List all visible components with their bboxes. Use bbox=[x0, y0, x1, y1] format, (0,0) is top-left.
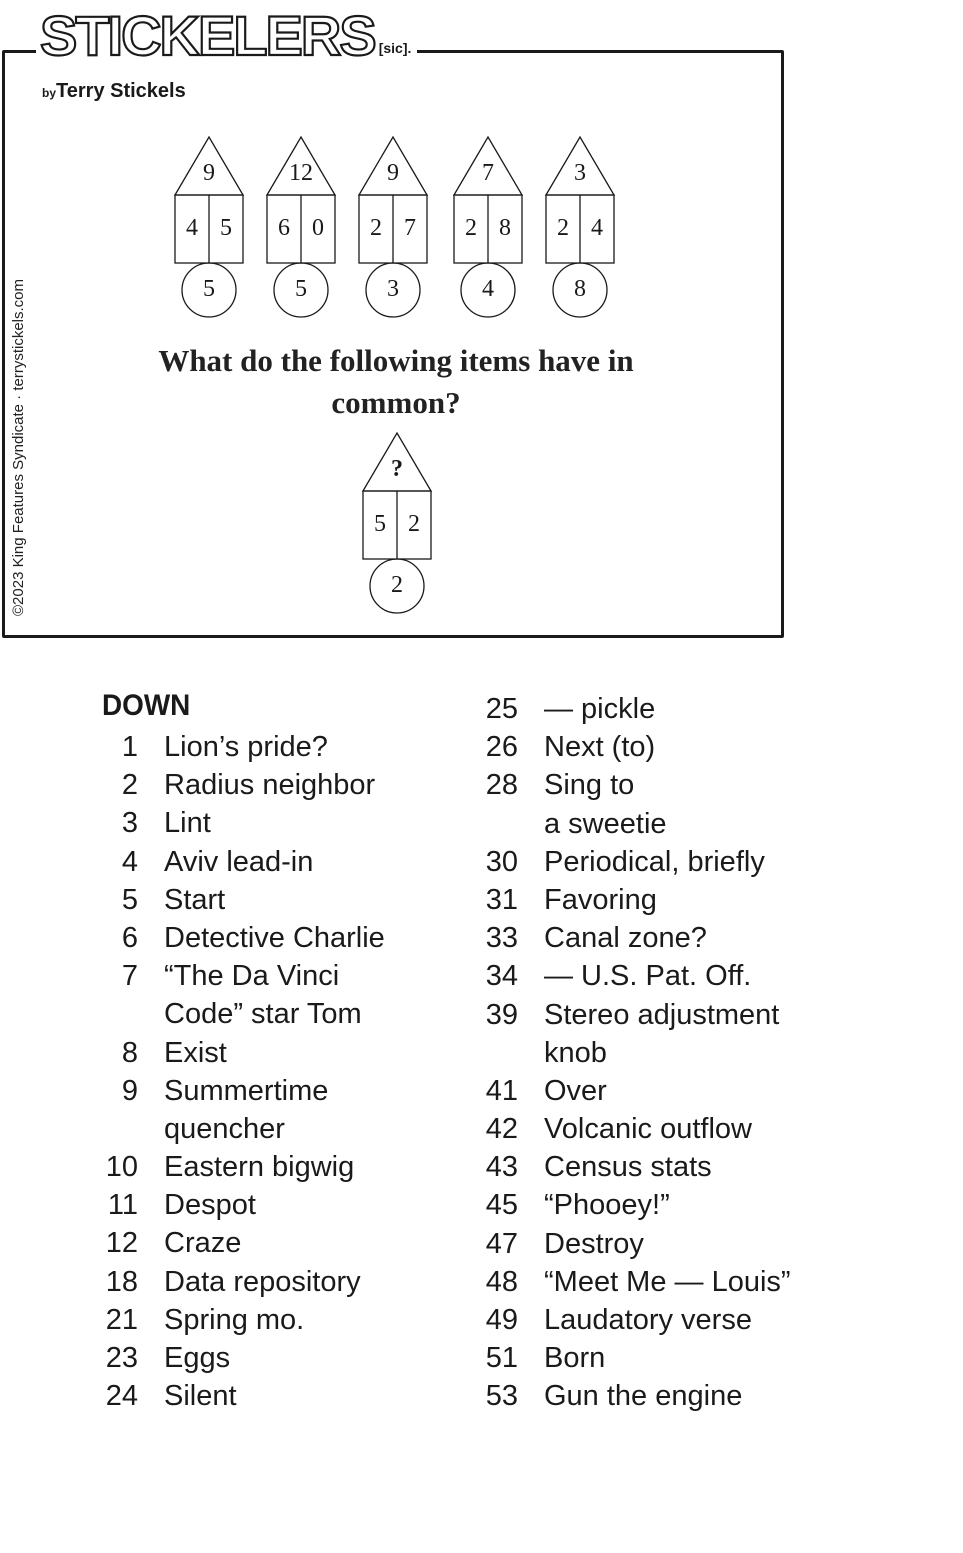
clue-text: Gun the engine bbox=[544, 1380, 743, 1413]
clue-text: Laudatory verse bbox=[544, 1304, 752, 1337]
clue-number: 18 bbox=[105, 1265, 138, 1298]
question-house bbox=[362, 432, 434, 617]
clue-text: “The Da Vinci bbox=[164, 960, 340, 993]
clue-text: “Phooey!” bbox=[544, 1189, 670, 1222]
clue-text-continued: Code” star Tom bbox=[164, 998, 362, 1031]
clue-text: Eastern bigwig bbox=[164, 1151, 355, 1184]
clue-text: Silent bbox=[164, 1380, 237, 1413]
clue-number: 6 bbox=[121, 921, 138, 954]
clue-text: “Meet Me — Louis” bbox=[544, 1265, 791, 1298]
house-figure bbox=[174, 136, 246, 321]
clue-text: Summertime bbox=[164, 1074, 329, 1107]
house-roof-number: 7 bbox=[482, 160, 494, 186]
house-base-number: 3 bbox=[387, 276, 399, 302]
clue-text: Exist bbox=[164, 1036, 227, 1069]
house-right-number: 7 bbox=[404, 215, 416, 241]
clue-text: Volcanic outflow bbox=[544, 1113, 752, 1146]
house-roof-number: 3 bbox=[574, 160, 586, 186]
clue-number: 5 bbox=[121, 883, 138, 916]
house-base-number: 5 bbox=[295, 276, 307, 302]
clue-number: 3 bbox=[121, 807, 138, 840]
clue-text: Periodical, briefly bbox=[544, 845, 765, 878]
clue-number: 8 bbox=[121, 1036, 138, 1069]
clue-text: Detective Charlie bbox=[164, 921, 385, 954]
byline-name: Terry Stickels bbox=[56, 80, 186, 102]
copyright-notice: ©2023 King Features Syndicate · terrystickels.com bbox=[10, 278, 27, 616]
clue-number: 39 bbox=[485, 998, 518, 1031]
clue-number: 26 bbox=[485, 731, 518, 764]
house-figure bbox=[266, 136, 338, 321]
clue-text: Stereo adjustment bbox=[544, 998, 780, 1031]
house-roof-number: 12 bbox=[289, 160, 313, 186]
house-figure bbox=[453, 136, 525, 321]
house-figure bbox=[545, 136, 617, 321]
clue-text: Craze bbox=[164, 1227, 242, 1260]
clue-text: Data repository bbox=[164, 1265, 361, 1298]
clue-number: 42 bbox=[485, 1113, 518, 1146]
clue-text: Next (to) bbox=[544, 731, 656, 764]
clue-text: Canal zone? bbox=[544, 922, 707, 955]
clue-text-continued: a sweetie bbox=[544, 807, 667, 840]
house-base-number: 4 bbox=[482, 276, 494, 302]
logo bbox=[36, 6, 417, 66]
clue-text: Start bbox=[164, 883, 226, 916]
house-left-number: 2 bbox=[465, 215, 477, 241]
house-left-number: 2 bbox=[557, 215, 569, 241]
logo-sic: [sic]. bbox=[378, 40, 412, 56]
puzzle-question: What do the following items have in common? bbox=[158, 343, 634, 420]
clue-text: Aviv lead-in bbox=[164, 845, 314, 878]
clue-number: 9 bbox=[121, 1074, 138, 1107]
house-right-number: 8 bbox=[499, 215, 511, 241]
clue-text: Despot bbox=[164, 1189, 256, 1222]
clue-number: 1 bbox=[121, 731, 138, 763]
house-figure bbox=[358, 136, 430, 321]
clue-text: Eggs bbox=[164, 1342, 231, 1375]
house-roof-number: ? bbox=[391, 456, 403, 482]
house-base-number: 8 bbox=[574, 276, 586, 302]
house-right-number: 2 bbox=[408, 511, 420, 537]
byline bbox=[42, 80, 190, 103]
clue-text: Destroy bbox=[544, 1227, 644, 1260]
clue-number: 48 bbox=[485, 1265, 518, 1298]
clue-number: 11 bbox=[107, 1189, 138, 1222]
clue-text: Sing to bbox=[544, 769, 635, 802]
clue-number: 21 bbox=[105, 1303, 138, 1336]
clue-text: Census stats bbox=[544, 1151, 712, 1184]
clue-number: 12 bbox=[105, 1227, 138, 1260]
clue-text: Lion’s pride? bbox=[164, 731, 328, 763]
clue-number: 53 bbox=[485, 1380, 518, 1413]
down-heading: DOWN bbox=[102, 689, 191, 722]
house-left-number: 5 bbox=[374, 511, 386, 537]
clue-number: 41 bbox=[485, 1074, 518, 1107]
house-right-number: 4 bbox=[591, 215, 603, 241]
house-base-number: 5 bbox=[203, 276, 215, 302]
clue-number: 34 bbox=[485, 960, 518, 993]
clue-number: 45 bbox=[485, 1189, 518, 1222]
clue-number: 43 bbox=[485, 1151, 518, 1184]
clue-number: 23 bbox=[105, 1342, 138, 1375]
clue-number: 51 bbox=[485, 1342, 518, 1375]
clue-number: 10 bbox=[105, 1151, 138, 1184]
clue-number: 25 bbox=[485, 693, 518, 725]
clue-number: 28 bbox=[485, 769, 518, 802]
clue-number: 33 bbox=[485, 922, 518, 955]
logo-text: STICKELERS bbox=[40, 4, 375, 67]
clue-text: Lint bbox=[164, 807, 211, 840]
house-left-number: 2 bbox=[370, 215, 382, 241]
clue-text: — U.S. Pat. Off. bbox=[544, 960, 752, 993]
clue-text-continued: quencher bbox=[164, 1112, 285, 1145]
clue-number: 47 bbox=[485, 1227, 518, 1260]
house-roof-number: 9 bbox=[387, 160, 399, 186]
clue-text: Born bbox=[544, 1342, 606, 1375]
clue-number: 4 bbox=[121, 845, 138, 878]
clue-text: Favoring bbox=[544, 883, 657, 916]
clue-text: Over bbox=[544, 1074, 607, 1107]
clue-text-continued: knob bbox=[544, 1036, 607, 1069]
house-right-number: 5 bbox=[220, 215, 232, 241]
house-right-number: 0 bbox=[312, 215, 324, 241]
clue-number: 49 bbox=[485, 1304, 518, 1337]
clue-text: — pickle bbox=[544, 693, 656, 725]
house-left-number: 6 bbox=[278, 215, 290, 241]
clue-number: 7 bbox=[121, 960, 138, 993]
clue-number: 31 bbox=[485, 883, 518, 916]
clue-text: Radius neighbor bbox=[164, 769, 376, 802]
clue-number: 30 bbox=[485, 845, 518, 878]
byline-by: by bbox=[42, 86, 57, 100]
house-roof-number: 9 bbox=[203, 160, 215, 186]
clue-text: Spring mo. bbox=[164, 1303, 305, 1336]
clue-number: 24 bbox=[105, 1380, 138, 1413]
clue-number: 2 bbox=[121, 769, 138, 802]
house-base-number: 2 bbox=[391, 572, 403, 598]
house-left-number: 4 bbox=[186, 215, 198, 241]
